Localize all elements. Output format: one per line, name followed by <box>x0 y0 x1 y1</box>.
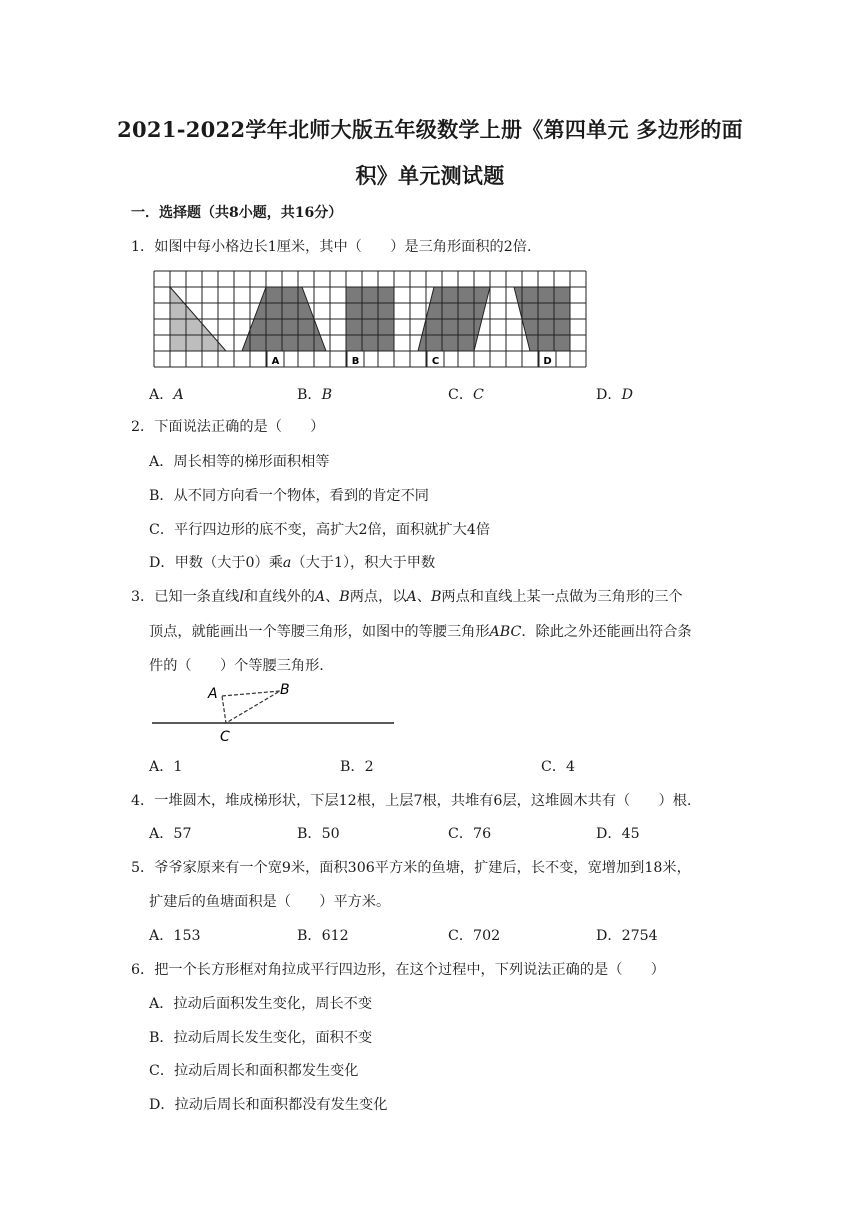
q4-option-d[interactable]: D．45 <box>596 826 640 842</box>
q1-stem: 1．如图中每小格边长1厘米，其中（ ）是三角形面积的2倍. <box>131 239 532 255</box>
q2-option-d[interactable]: D．甲数（大于0）乘a（大于1），积大于甲数 <box>149 555 436 571</box>
point-a-label: A <box>208 686 218 702</box>
q3-option-c[interactable]: C．4 <box>541 759 576 775</box>
page-title-line2: 积》单元测试题 <box>355 163 505 188</box>
q6-option-d[interactable]: D．拉动后周长和面积都没有发生变化 <box>149 1097 388 1113</box>
q5-option-b[interactable]: B．612 <box>297 928 349 944</box>
q3-triangle-figure <box>150 680 400 746</box>
q1-option-a[interactable]: A．A <box>149 387 184 403</box>
q4-option-b[interactable]: B．50 <box>297 826 340 842</box>
q6-option-b[interactable]: B．拉动后周长发生变化，面积不变 <box>149 1030 373 1046</box>
q3-stem-line2: 顶点，就能画出一个等腰三角形，如图中的等腰三角形ABC．除此之外还能画出符合条 <box>149 624 692 640</box>
q6-option-c[interactable]: C．拉动后周长和面积都发生变化 <box>149 1063 359 1079</box>
section-heading: 一．选择题（共8小题，共16分） <box>131 205 343 221</box>
label-box-d <box>539 351 556 367</box>
q5-option-d[interactable]: D．2754 <box>596 928 658 944</box>
q5-option-a[interactable]: A．153 <box>149 928 201 944</box>
q6-option-a[interactable]: A．拉动后面积发生变化，周长不变 <box>149 996 373 1012</box>
q4-option-c[interactable]: C．76 <box>448 826 492 842</box>
page-title-line1: 2021-2022学年北师大版五年级数学上册《第四单元 多边形的面 <box>117 117 743 142</box>
q5-stem-line1: 5．爷爷家原来有一个宽9米，面积306平方米的鱼塘，扩建后，长不变，宽增加到18米， <box>131 860 691 876</box>
label-box-b <box>347 351 364 367</box>
q1-option-b[interactable]: B．B <box>297 387 333 403</box>
q6-stem: 6．把一个长方形框对角拉成平行四边形，在这个过程中，下列说法正确的是（ ） <box>131 962 665 978</box>
q5-stem-line2: 扩建后的鱼塘面积是（ ）平方米。 <box>149 894 391 910</box>
q5-option-c[interactable]: C．702 <box>448 928 501 944</box>
q2-option-a[interactable]: A．周长相等的梯形面积相等 <box>149 454 330 470</box>
label-box-a <box>267 351 284 367</box>
label-box-c <box>427 351 444 367</box>
label-c: C <box>431 356 440 367</box>
q1-option-d[interactable]: D．D <box>596 387 633 403</box>
q3-option-a[interactable]: A．1 <box>149 759 183 775</box>
point-b-label: B <box>280 682 290 698</box>
label-d: D <box>543 356 552 367</box>
q2-option-b[interactable]: B．从不同方向看一个物体，看到的肯定不同 <box>149 488 429 504</box>
q4-option-a[interactable]: A．57 <box>149 826 192 842</box>
q3-stem-line1: 3．已知一条直线l和直线外的A、B两点，以A、B两点和直线上某一点做为三角形的三个 <box>131 589 683 605</box>
isosceles-triangle <box>222 691 280 723</box>
q2-stem: 2．下面说法正确的是（ ） <box>131 419 325 435</box>
q1-option-c[interactable]: C．C <box>448 387 484 403</box>
q3-option-b[interactable]: B．2 <box>340 759 374 775</box>
q3-stem-line3: 件的（ ）个等腰三角形. <box>149 658 324 674</box>
q4-stem: 4．一堆圆木，堆成梯形状，下层12根，上层7根，共堆有6层，这堆圆木共有（ ）根. <box>131 793 692 809</box>
label-a: A <box>271 356 280 367</box>
label-b: B <box>351 356 360 367</box>
q2-option-c[interactable]: C．平行四边形的底不变，高扩大2倍，面积就扩大4倍 <box>149 522 491 538</box>
point-c-label: C <box>220 729 230 745</box>
q1-grid-figure <box>151 265 597 373</box>
